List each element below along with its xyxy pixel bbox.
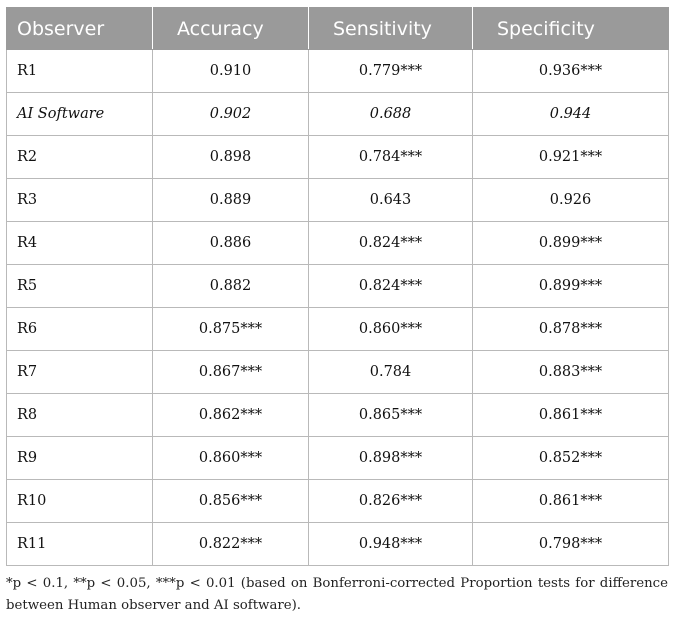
- header-sensitivity: Sensitivity: [309, 8, 473, 50]
- sensitivity-cell: 0.784***: [309, 136, 473, 179]
- table-row: [7, 523, 669, 566]
- sensitivity-cell: 0.865***: [309, 394, 473, 437]
- table-row: [7, 351, 669, 394]
- results-table: [6, 7, 669, 566]
- specificity-cell: 0.852***: [473, 437, 669, 480]
- sensitivity-cell: 0.824***: [309, 265, 473, 308]
- observer-cell: AI Software: [7, 93, 153, 136]
- accuracy-cell: 0.867***: [153, 351, 309, 394]
- specificity-cell: 0.798***: [473, 523, 669, 566]
- observer-cell: R9: [7, 437, 153, 480]
- table-row: [7, 136, 669, 179]
- accuracy-cell: 0.882: [153, 265, 309, 308]
- table-row: [7, 394, 669, 437]
- accuracy-cell: 0.860***: [153, 437, 309, 480]
- specificity-cell: 0.926: [473, 179, 669, 222]
- observer-cell: R5: [7, 265, 153, 308]
- observer-cell: R1: [7, 50, 153, 93]
- observer-cell: R10: [7, 480, 153, 523]
- table-row: [7, 437, 669, 480]
- accuracy-cell: 0.886: [153, 222, 309, 265]
- header-accuracy: Accuracy: [153, 8, 309, 50]
- sensitivity-cell: 0.779***: [309, 50, 473, 93]
- observer-cell: R8: [7, 394, 153, 437]
- accuracy-cell: 0.898: [153, 136, 309, 179]
- header-row: [7, 8, 669, 50]
- observer-cell: R11: [7, 523, 153, 566]
- table-row: [7, 179, 669, 222]
- sensitivity-cell: 0.643: [309, 179, 473, 222]
- table-row: [7, 50, 669, 93]
- sensitivity-cell: 0.898***: [309, 437, 473, 480]
- header-observer: Observer: [7, 8, 153, 50]
- specificity-cell: 0.944: [473, 93, 669, 136]
- table-row: [7, 480, 669, 523]
- sensitivity-cell: 0.824***: [309, 222, 473, 265]
- sensitivity-cell: 0.948***: [309, 523, 473, 566]
- table-row: [7, 93, 669, 136]
- observer-cell: R4: [7, 222, 153, 265]
- sensitivity-cell: 0.826***: [309, 480, 473, 523]
- accuracy-cell: 0.875***: [153, 308, 309, 351]
- observer-cell: R7: [7, 351, 153, 394]
- observer-cell: R2: [7, 136, 153, 179]
- sensitivity-cell: 0.860***: [309, 308, 473, 351]
- specificity-cell: 0.878***: [473, 308, 669, 351]
- table-row: [7, 308, 669, 351]
- table-row: [7, 265, 669, 308]
- accuracy-cell: 0.862***: [153, 394, 309, 437]
- table-header: [7, 8, 669, 50]
- accuracy-cell: 0.856***: [153, 480, 309, 523]
- table-body: [7, 50, 669, 566]
- specificity-cell: 0.861***: [473, 480, 669, 523]
- specificity-cell: 0.861***: [473, 394, 669, 437]
- observer-cell: R6: [7, 308, 153, 351]
- sensitivity-cell: 0.784: [309, 351, 473, 394]
- header-specificity: Specificity: [473, 8, 669, 50]
- specificity-cell: 0.936***: [473, 50, 669, 93]
- specificity-cell: 0.883***: [473, 351, 669, 394]
- accuracy-cell: 0.822***: [153, 523, 309, 566]
- specificity-cell: 0.899***: [473, 222, 669, 265]
- specificity-cell: 0.921***: [473, 136, 669, 179]
- specificity-cell: 0.899***: [473, 265, 669, 308]
- accuracy-cell: 0.902: [153, 93, 309, 136]
- table-footnote: *p < 0.1, **p < 0.05, ***p < 0.01 (based on Bonferroni-corrected Proportion tests for difference between Human observer and AI software).: [6, 576, 668, 613]
- accuracy-cell: 0.910: [153, 50, 309, 93]
- sensitivity-cell: 0.688: [309, 93, 473, 136]
- observer-cell: R3: [7, 179, 153, 222]
- table-row: [7, 222, 669, 265]
- accuracy-cell: 0.889: [153, 179, 309, 222]
